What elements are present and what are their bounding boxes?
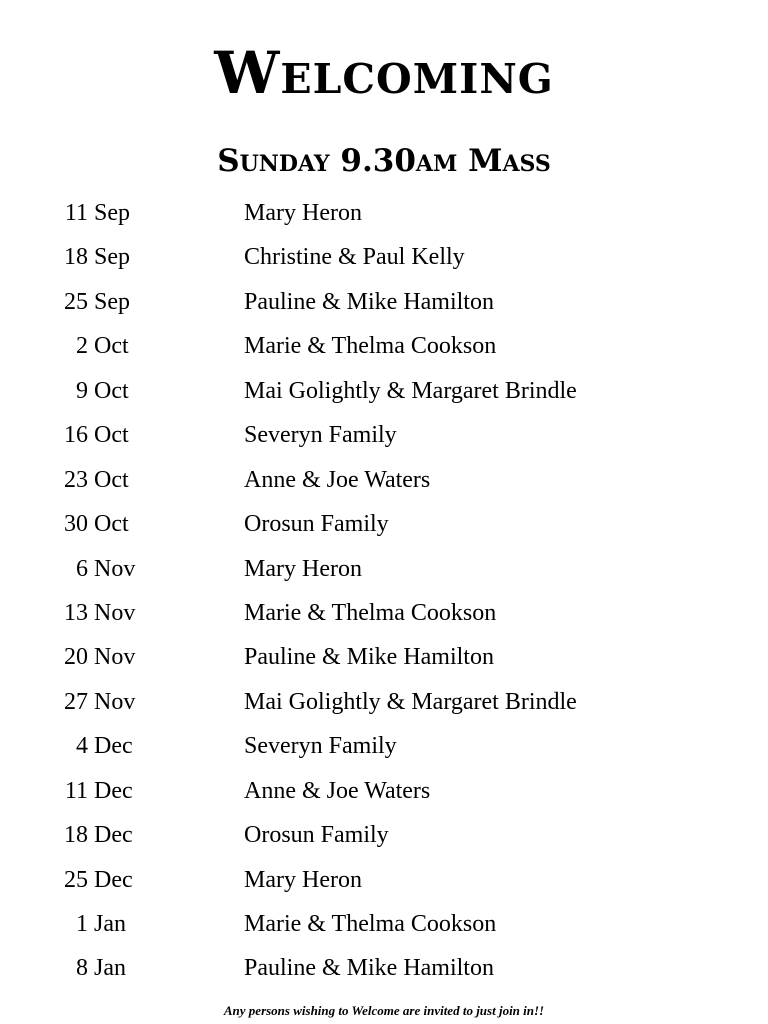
rota-month: Oct [94, 511, 129, 538]
rota-row [0, 635, 768, 679]
rota-row [0, 413, 768, 457]
rota-names: Severyn Family [244, 733, 397, 760]
rota-day: 23 [64, 466, 88, 493]
rota-date [50, 324, 150, 368]
rota-names: Orosun Family [244, 822, 389, 849]
rota-row [0, 680, 768, 724]
rota-date [50, 680, 150, 724]
rota-month: Nov [94, 644, 136, 671]
rota-month: Oct [94, 466, 129, 493]
rota-month: Jan [94, 955, 126, 982]
rota-date [50, 724, 150, 768]
rota-names: Pauline & Mike Hamilton [244, 288, 494, 315]
rota-day: 2 [76, 333, 88, 360]
rota-month: Nov [94, 688, 136, 715]
rota-names: Mai Golightly & Margaret Brindle [244, 688, 577, 715]
rota-row [0, 324, 768, 368]
rota-day: 18 [64, 822, 88, 849]
rota-date [50, 858, 150, 902]
rota-month: Oct [94, 422, 129, 449]
rota-month: Jan [94, 911, 126, 937]
rota-month: Dec [94, 733, 133, 760]
rota-names: Severyn Family [244, 422, 397, 449]
rota-names: Christine & Paul Kelly [244, 244, 465, 271]
rota-date [50, 191, 150, 235]
rota-day: 13 [64, 599, 88, 626]
rota-row [0, 902, 768, 946]
rota-row [0, 724, 768, 768]
rota-date [50, 769, 150, 813]
rota-date [50, 458, 150, 502]
rota-date [50, 280, 150, 324]
rota-names: Mary Heron [244, 866, 362, 893]
rota-names: Pauline & Mike Hamilton [244, 644, 494, 671]
rota-names: Marie & Thelma Cookson [244, 911, 497, 937]
rota-day: 20 [64, 644, 88, 671]
rota-day: 30 [64, 511, 88, 538]
rota-month: Sep [94, 244, 130, 271]
rota-day: 27 [64, 688, 88, 715]
rota-day: 11 [64, 200, 88, 226]
rota-day: 16 [64, 422, 88, 449]
rota-day: 6 [76, 555, 88, 582]
rota-row [0, 769, 768, 813]
rota-row [0, 235, 768, 279]
rota-month: Oct [94, 333, 129, 360]
rota-day: 25 [64, 866, 88, 893]
rota-names: Marie & Thelma Cookson [244, 333, 497, 360]
rota-month: Oct [94, 377, 129, 404]
rota-names: Marie & Thelma Cookson [244, 599, 497, 626]
rota-row [0, 813, 768, 857]
rota-names: Mai Golightly & Margaret Brindle [244, 377, 577, 404]
rota-date [50, 413, 150, 457]
rota-day: 18 [64, 244, 88, 271]
page-subtitle: Sunday 9.30am Mass [217, 143, 551, 179]
rota-month: Sep [94, 288, 130, 315]
rota-row [0, 369, 768, 413]
rota-month: Dec [94, 822, 133, 849]
rota-date [50, 369, 150, 413]
rota-list [0, 191, 768, 991]
rota-month: Sep [94, 200, 130, 226]
rota-row [0, 547, 768, 591]
rota-row [0, 502, 768, 546]
page-title: Welcoming [214, 39, 554, 107]
rota-names: Mary Heron [244, 555, 362, 582]
rota-day: 9 [76, 377, 88, 404]
rota-names: Anne & Joe Waters [244, 777, 431, 804]
rota-month: Nov [94, 599, 136, 626]
rota-row [0, 946, 768, 990]
rota-date [50, 235, 150, 279]
rota-date [50, 635, 150, 679]
rota-names: Mary Heron [244, 200, 362, 226]
rota-row [0, 591, 768, 635]
rota-day: 25 [64, 288, 88, 315]
rota-date [50, 547, 150, 591]
rota-names: Pauline & Mike Hamilton [244, 955, 494, 982]
rota-row [0, 858, 768, 902]
rota-day: 8 [76, 955, 88, 982]
rota-date [50, 946, 150, 990]
rota-date [50, 502, 150, 546]
rota-date [50, 813, 150, 857]
rota-month: Nov [94, 555, 136, 582]
rota-names: Orosun Family [244, 511, 389, 538]
rota-row [0, 458, 768, 502]
rota-day: 1 [76, 911, 88, 937]
footer-note: Any persons wishing to Welcome are invited to just join in!! [223, 1003, 545, 1018]
rota-row [0, 280, 768, 324]
rota-row [0, 191, 768, 235]
rota-date [50, 591, 150, 635]
rota-month: Dec [94, 777, 133, 804]
rota-month: Dec [94, 866, 133, 893]
rota-day: 4 [76, 733, 88, 760]
rota-names: Anne & Joe Waters [244, 466, 431, 493]
rota-date [50, 902, 150, 946]
rota-day: 11 [64, 777, 88, 804]
